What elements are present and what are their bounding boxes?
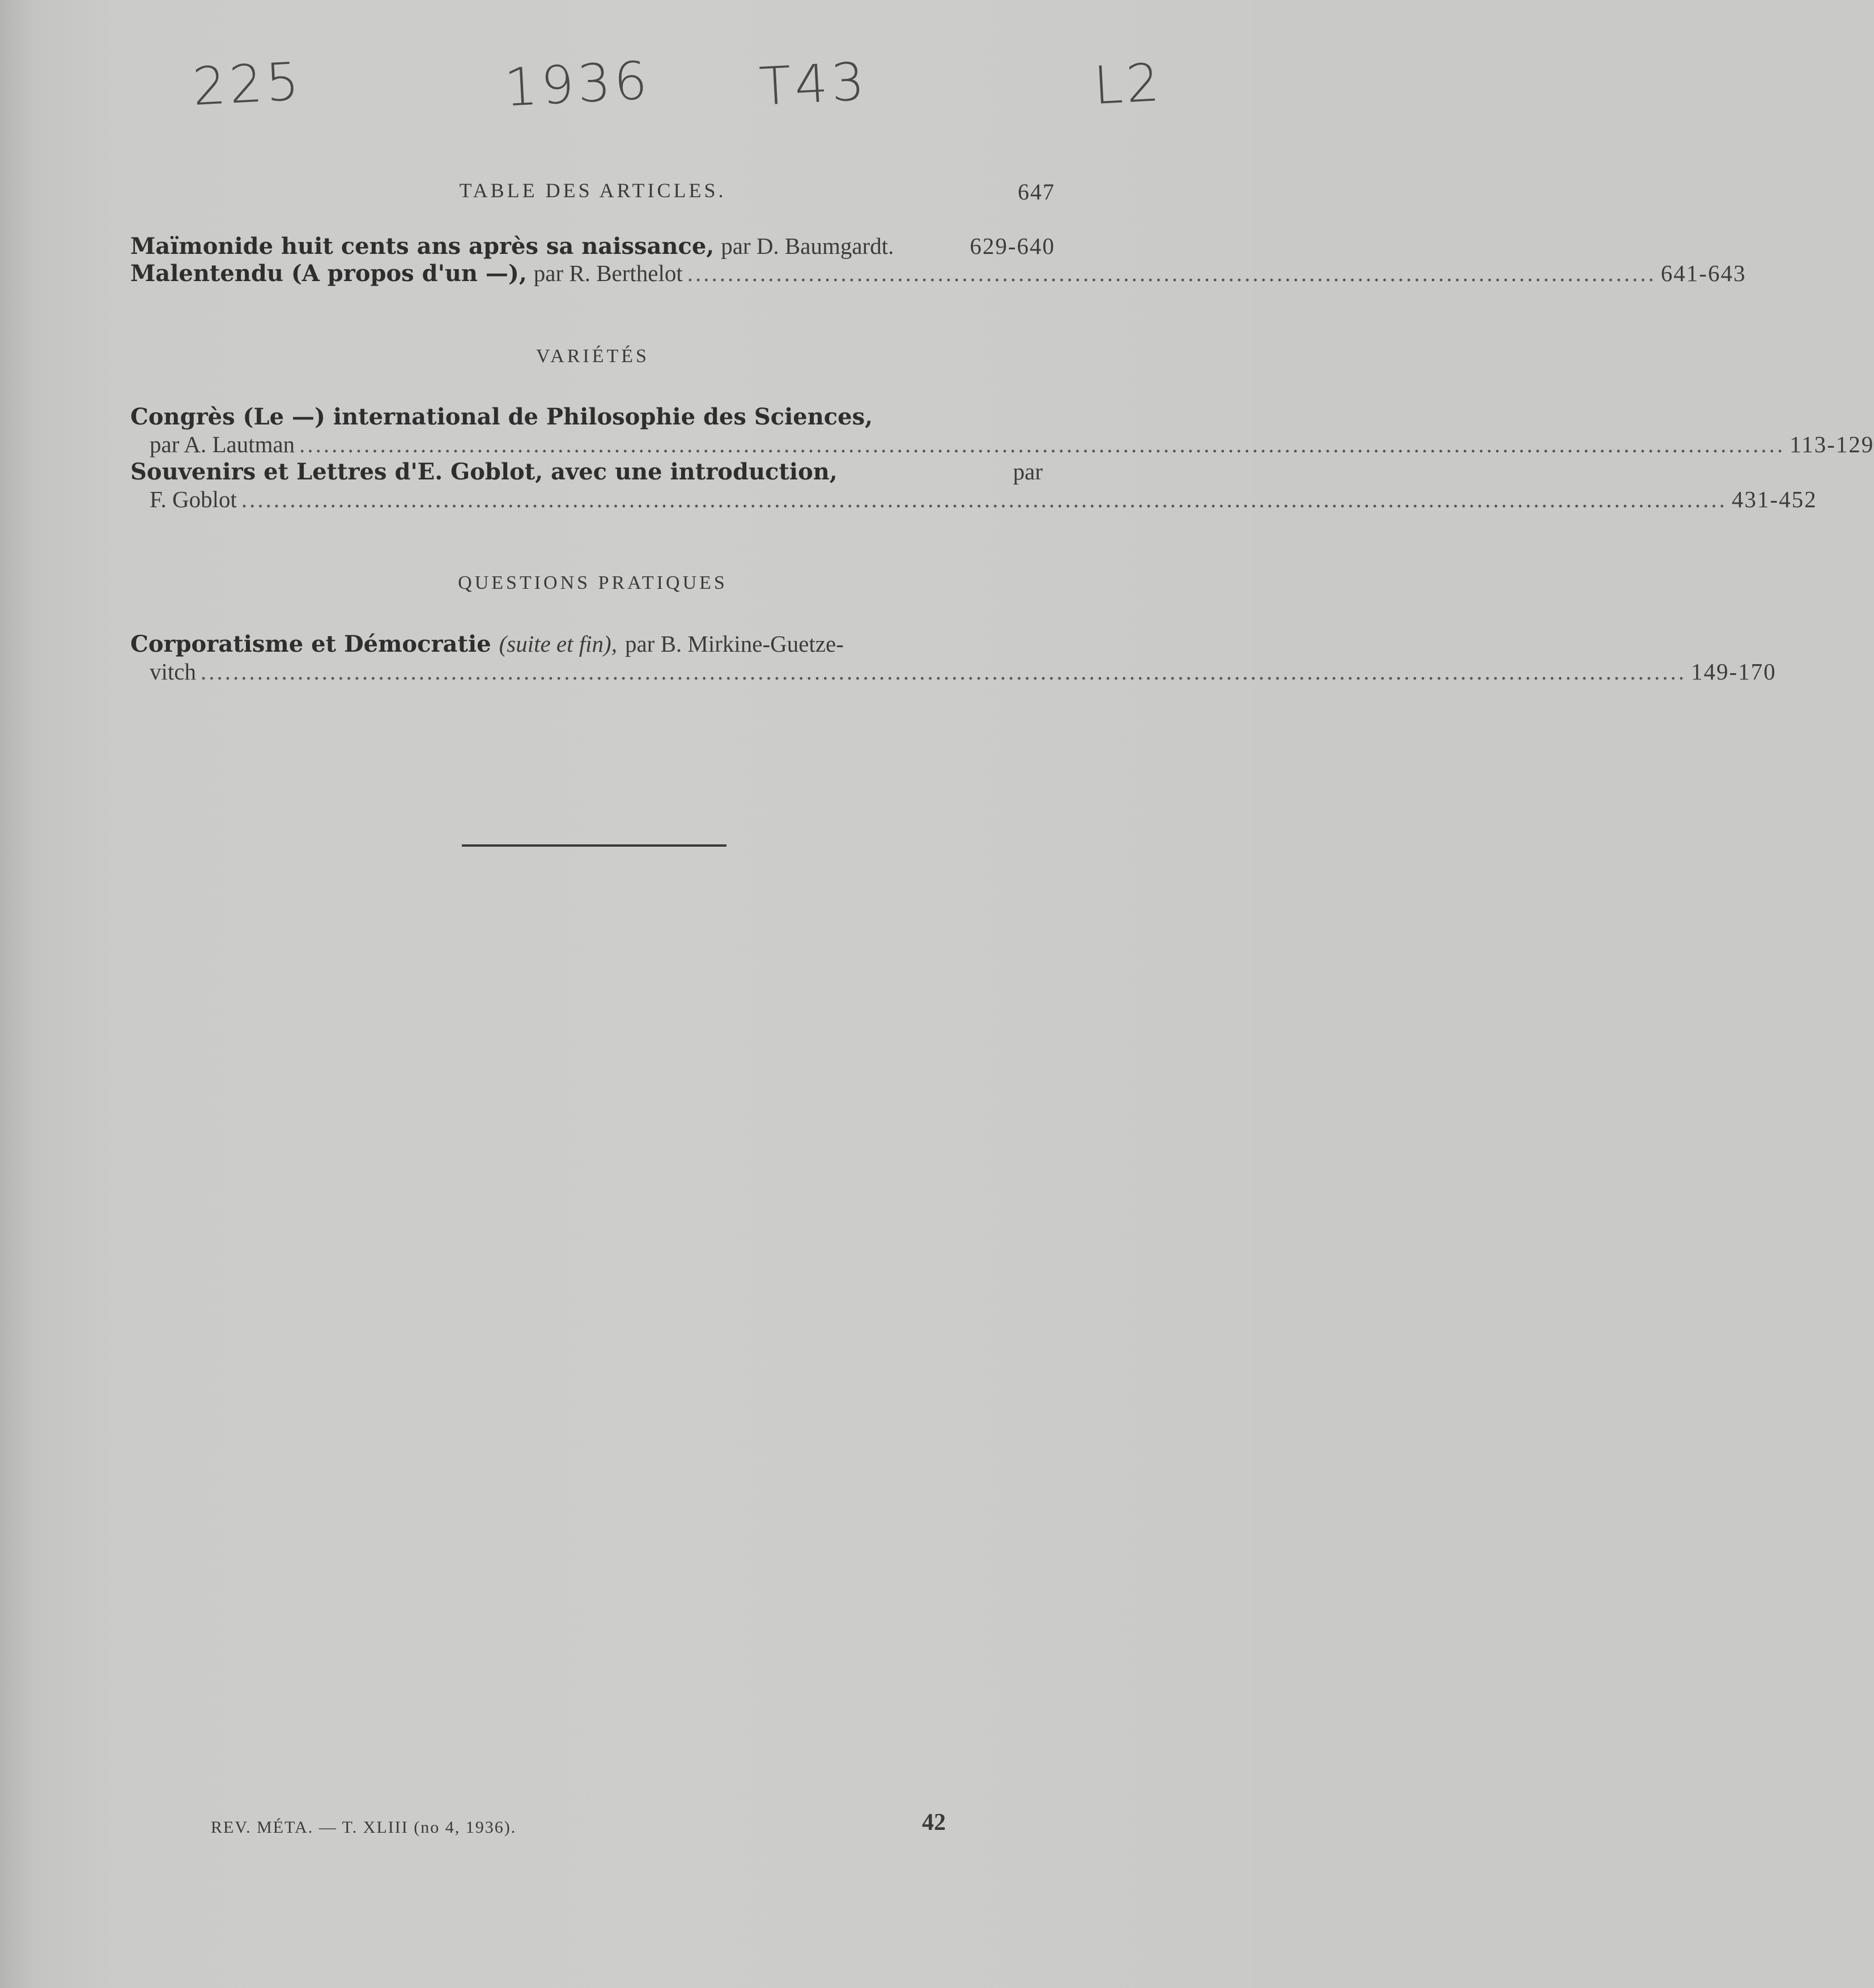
page-number: 647: [1018, 179, 1055, 205]
entry-title: Malentendu (A propos d'un —),: [130, 260, 527, 287]
handwritten-note: T43: [758, 51, 869, 117]
entry-pages: 149-170: [1690, 659, 1777, 685]
leader-dots: ........................................................................................................................: [687, 260, 1656, 286]
entry-title: Maïmonide huit cents ans après sa naissance,: [130, 233, 715, 260]
entry-pages: 641-643: [1660, 260, 1746, 286]
leader-dots: ........................................................................................................................................................................................: [241, 486, 1727, 512]
entry-subtitle: (suite et fin),: [499, 631, 617, 657]
entry-pages: 629-640: [970, 233, 1055, 259]
leader-dots: ........................................................................................................................................................................................: [200, 659, 1686, 685]
leader-dots: ........................................................................................................................................................................................: [299, 431, 1786, 457]
entry-title: Souvenirs et Lettres d'E. Goblot, avec une introduction,: [130, 458, 838, 485]
entry-author: F. Goblot: [150, 486, 237, 512]
signature-mark: 42: [922, 1809, 946, 1836]
toc-entry: [130, 260, 1746, 287]
entry-title: Congrès (Le —) international de Philosophie des Sciences,: [130, 403, 873, 430]
toc-entry: [130, 458, 1817, 513]
toc-entry: [130, 403, 1874, 458]
entry-author: par: [1013, 458, 1043, 485]
entry-author: par R. Berthelot: [533, 260, 683, 286]
running-head: [130, 179, 1055, 207]
toc-entry: [130, 630, 1777, 685]
entry-pages: 113-129: [1790, 431, 1874, 457]
handwritten-note: 225: [191, 51, 304, 117]
entry-title: Corporatisme et Démocratie: [130, 631, 491, 657]
section-heading: VARIÉTÉS: [536, 346, 649, 367]
section-heading: QUESTIONS PRATIQUES: [458, 572, 728, 593]
handwritten-note: L2: [1092, 52, 1165, 117]
divider-rule: [462, 844, 726, 847]
handwritten-note: 1936: [503, 50, 652, 118]
entry-author: par B. Mirkine-Guetze-: [624, 631, 844, 657]
entry-author: vitch: [150, 659, 196, 685]
entry-pages: 431-452: [1731, 486, 1817, 512]
running-head-title: TABLE DES ARTICLES.: [459, 179, 726, 202]
footer-citation: REV. MÉTA. — T. XLIII (no 4, 1936).: [211, 1818, 517, 1837]
entry-author: par A. Lautman: [150, 431, 295, 457]
toc-entry: [130, 232, 1055, 260]
entry-author: par D. Baumgardt.: [721, 233, 894, 259]
